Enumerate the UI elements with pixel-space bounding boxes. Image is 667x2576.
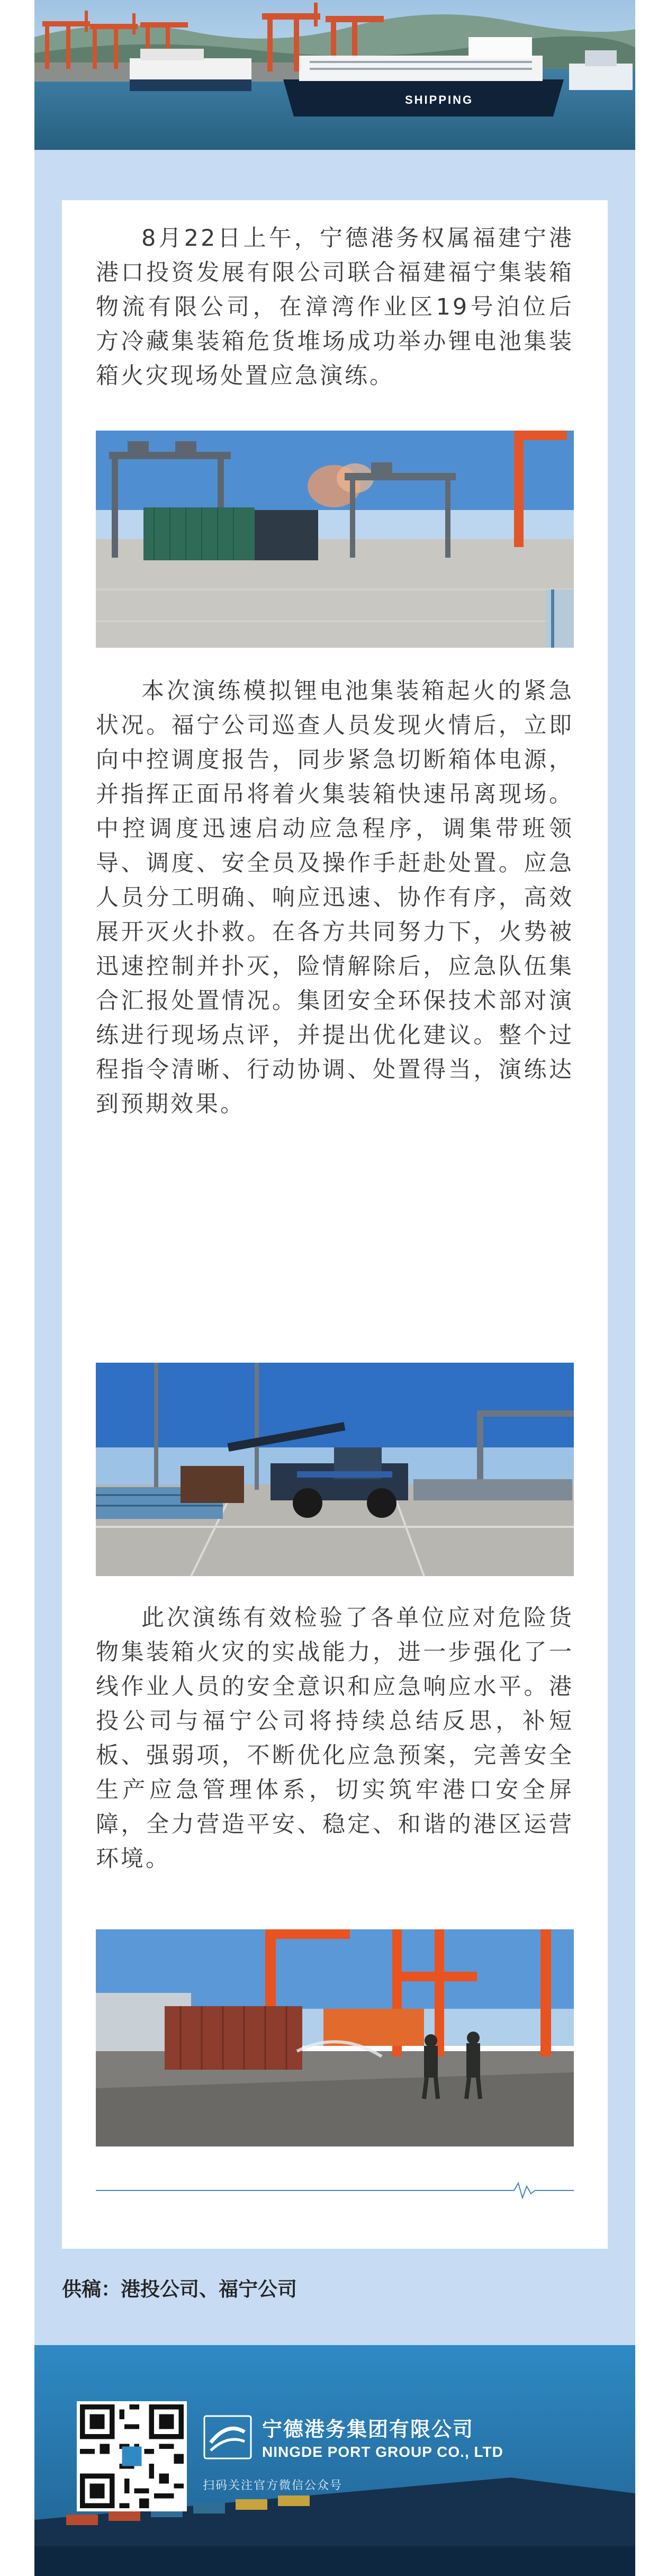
article-card xyxy=(62,200,608,2249)
article-credit: 供稿：港投公司、福宁公司 xyxy=(62,2278,297,2301)
brand-scan-note: 扫码关注官方微信公众号 xyxy=(203,2479,343,2492)
paragraph-conclusion: 此次演练有效检验了各单位应对危险货物集装箱火灾的实战能力，进一步强化了一线作业人员的安全意识和应急响应水平。港投公司与福宁公司将持续总结反思，补短板、强弱项，不断优化应急预案，完善安全生产应急管理体系，切实筑牢港口安全屏障，全力营造平安、稳定、和谐的港区运营环境。 xyxy=(96,1605,574,1872)
qr-code-icon[interactable] xyxy=(77,2401,187,2511)
paragraph-drill-process: 本次演练模拟锂电池集装箱起火的紧急状况。福宁公司巡查人员发现火情后，立即向中控调度报告，同步紧急切断箱体电源，并指挥正面吊将着火集装箱快速吊离现场。中控调度迅速启动应急程序，调集带班领导、调度、安全员及操作手赶赴处置。应急人员分工明确、响应迅速、协作有序，高效展开灭火扑救。在各方共同努力下，火势被迅速控制并扑灭，险情解除后，应急队伍集合汇报处置情况。集团安全环保技术部对演练进行现场点评，并提出优化建议。整个过程指令清晰、行动协调、处置得当，演练达到预期效果。 xyxy=(96,678,574,1117)
photo-container-yard xyxy=(96,431,574,648)
hero-banner xyxy=(34,0,635,150)
footer-banner xyxy=(34,2345,635,2576)
hero-port-illustration xyxy=(34,0,635,150)
photo-firefighters xyxy=(96,1929,574,2146)
section-divider xyxy=(96,2180,574,2201)
brand-name-cn: 宁德港务集团有限公司 xyxy=(262,2418,474,2441)
ship-hull-text: SHIPPING xyxy=(405,93,474,106)
article-page xyxy=(34,0,635,2576)
heartbeat-line-icon xyxy=(503,2183,551,2198)
company-logo-icon xyxy=(201,2411,254,2464)
brand-name-en: NINGDE PORT GROUP CO., LTD xyxy=(262,2444,503,2460)
paragraph-intro: 8月22日上午，宁德港务权属福建宁港港口投资发展有限公司联合福建福宁集装箱物流有限公司，在漳湾作业区19号泊位后方冷藏集装箱危货堆场成功举办锂电池集装箱火灾现场处置应急演练。 xyxy=(96,225,574,389)
photo-reach-stacker xyxy=(96,1363,574,1576)
